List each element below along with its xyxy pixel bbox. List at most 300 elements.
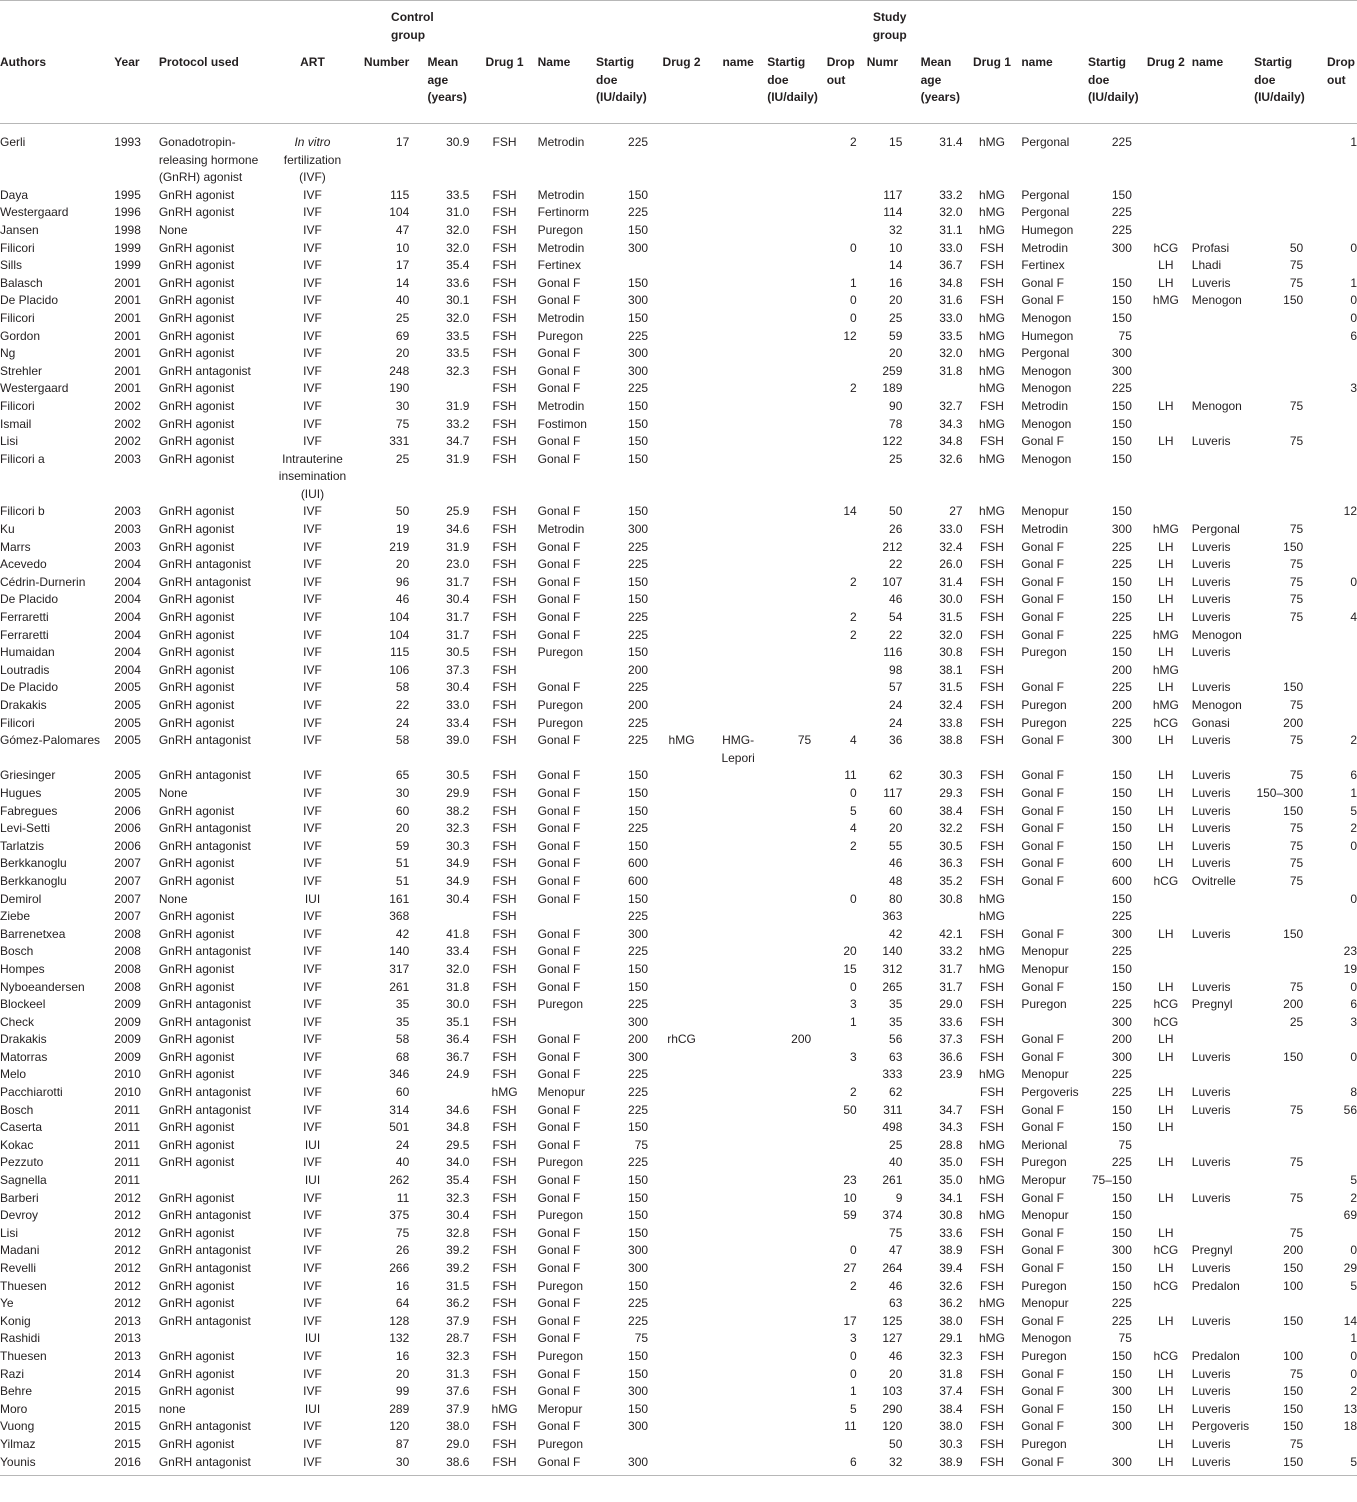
cell-study-dropout bbox=[1311, 1066, 1357, 1084]
cell-study-drug2: LH bbox=[1158, 645, 1174, 660]
cell-year: 2003 bbox=[114, 504, 141, 519]
cell-year: 2001 bbox=[114, 381, 141, 396]
table-row bbox=[0, 609, 1357, 627]
cell-study-drug1: FSH bbox=[979, 592, 1004, 607]
cell-control-name: Gonal F bbox=[537, 610, 581, 625]
cell-control-number: 51 bbox=[395, 856, 410, 871]
cell-control-drug1: FSH bbox=[492, 1243, 517, 1258]
cell-study-drug1: FSH bbox=[979, 1261, 1004, 1275]
cell-control-name2 bbox=[709, 591, 767, 609]
cell-study-name2: Pregnyl bbox=[1191, 997, 1233, 1012]
cell-control-drug1: FSH bbox=[492, 979, 517, 994]
cell-study-dropout: 2 bbox=[1350, 821, 1357, 836]
cell-study-name2: Menogon bbox=[1191, 698, 1242, 712]
cell-study-name2: Luveris bbox=[1191, 856, 1231, 871]
cell-art: IVF bbox=[303, 1067, 322, 1082]
column-header-study-number bbox=[863, 54, 909, 124]
cell-art: IVF bbox=[303, 205, 322, 220]
cell-study-name: Gonal F bbox=[1021, 1190, 1064, 1205]
cell-control-mean-age: 33.2 bbox=[446, 416, 470, 431]
cell-year: 1998 bbox=[114, 222, 141, 237]
cell-control-number: 96 bbox=[395, 574, 410, 589]
table-row bbox=[0, 996, 1357, 1014]
cell-control-drug1: FSH bbox=[492, 1436, 517, 1451]
cell-study-name2: Luveris bbox=[1191, 979, 1231, 994]
column-header-label: Authors bbox=[0, 55, 46, 69]
cell-control-drug1: FSH bbox=[492, 222, 517, 237]
cell-study-name2 bbox=[1192, 943, 1254, 961]
cell-control-mean-age: 36.7 bbox=[446, 1049, 470, 1064]
table-row bbox=[0, 979, 1357, 997]
cell-control-dropout bbox=[821, 926, 863, 944]
cell-control-start-dose: 300 bbox=[628, 1243, 649, 1258]
cell-year: 2011 bbox=[114, 1155, 141, 1170]
cell-study-dropout bbox=[1311, 715, 1357, 733]
cell-year: 2001 bbox=[114, 310, 141, 325]
cell-study-name2: Luveris bbox=[1191, 803, 1231, 818]
cell-protocol: GnRH antagonist bbox=[158, 768, 251, 783]
cell-control-mean-age: 31.9 bbox=[446, 539, 470, 554]
cell-study-start-dose2: 50 bbox=[1289, 240, 1304, 255]
cell-study-name2: Pergonal bbox=[1191, 522, 1240, 537]
cell-control-number: 161 bbox=[389, 891, 410, 906]
cell-control-name: Gonal F bbox=[537, 961, 581, 976]
cell-control-name: Gonal F bbox=[537, 873, 581, 888]
cell-year: 2014 bbox=[114, 1366, 141, 1381]
cell-control-drug2 bbox=[654, 1418, 709, 1436]
cell-control-start-dose: 150 bbox=[628, 1366, 649, 1381]
cell-control-drug2 bbox=[654, 222, 709, 240]
cell-study-drug1: FSH bbox=[979, 1401, 1004, 1416]
cell-control-name: Gonal F bbox=[537, 1120, 581, 1135]
cell-art: IVF bbox=[303, 574, 322, 589]
cell-study-start-dose2: 75 bbox=[1289, 838, 1304, 853]
cell-control-drug1: FSH bbox=[492, 363, 517, 378]
cell-control-name2 bbox=[709, 1348, 767, 1366]
cell-study-mean-age: 34.3 bbox=[939, 416, 963, 431]
cell-study-dropout bbox=[1311, 451, 1357, 504]
cell-study-start-dose2: 75 bbox=[1289, 698, 1304, 712]
cell-control-drug1: FSH bbox=[492, 891, 517, 906]
cell-control-mean-age: 34.9 bbox=[446, 856, 470, 871]
cell-control-dropout bbox=[821, 539, 863, 557]
cell-control-start-dose: 225 bbox=[628, 715, 649, 730]
cell-study-drug2: LH bbox=[1158, 768, 1174, 783]
table-row bbox=[0, 1260, 1357, 1278]
cell-control-name: Gonal F bbox=[537, 1049, 581, 1064]
cell-study-dropout bbox=[1311, 1137, 1357, 1155]
cell-control-start-dose: 225 bbox=[628, 135, 649, 149]
cell-art: IVF bbox=[303, 363, 322, 378]
cell-protocol: GnRH agonist bbox=[158, 1049, 235, 1064]
column-header-label: ART bbox=[300, 55, 325, 69]
cell-study-name: Gonal F bbox=[1021, 803, 1064, 818]
cell-study-dropout: 3 bbox=[1350, 1014, 1357, 1029]
cell-control-start-dose2 bbox=[767, 873, 821, 891]
cell-control-dropout: 15 bbox=[843, 961, 857, 976]
table-row bbox=[0, 1242, 1357, 1260]
cell-control-start-dose: 200 bbox=[628, 662, 649, 677]
cell-control-number: 501 bbox=[389, 1120, 410, 1135]
cell-control-dropout: 2 bbox=[850, 1278, 857, 1293]
cell-study-number: 312 bbox=[882, 961, 903, 976]
cell-control-mean-age: 33.4 bbox=[446, 944, 470, 959]
cell-study-number: 140 bbox=[882, 944, 903, 959]
cell-control-start-dose: 225 bbox=[628, 1102, 649, 1117]
cell-study-start-dose: 600 bbox=[1111, 856, 1132, 871]
cell-study-dropout bbox=[1311, 1119, 1357, 1137]
cell-study-name2: Predalon bbox=[1191, 1278, 1240, 1293]
cell-study-number: 63 bbox=[889, 1049, 903, 1064]
cell-study-mean-age: 31.5 bbox=[939, 610, 963, 625]
cell-study-start-dose: 150 bbox=[1111, 451, 1132, 466]
cell-control-drug2 bbox=[654, 1190, 709, 1208]
cell-control-drug1: FSH bbox=[492, 680, 517, 695]
cell-study-dropout: 5 bbox=[1350, 803, 1357, 818]
cell-study-start-dose2 bbox=[1254, 644, 1311, 662]
cell-control-mean-age: 33.5 bbox=[446, 187, 470, 202]
cell-study-number: 259 bbox=[882, 363, 903, 378]
cell-study-mean-age: 33.0 bbox=[939, 240, 963, 255]
cell-protocol bbox=[159, 1172, 270, 1190]
cell-authors: Revelli bbox=[0, 1261, 37, 1275]
cell-study-drug1: FSH bbox=[979, 1049, 1004, 1064]
cell-authors: Gordon bbox=[0, 328, 41, 343]
cell-study-mean-age: 31.8 bbox=[939, 363, 963, 378]
cell-control-dropout: 2 bbox=[850, 627, 857, 642]
cell-year: 2004 bbox=[114, 574, 141, 589]
table-row bbox=[0, 785, 1357, 803]
cell-control-start-dose2 bbox=[767, 433, 821, 451]
cell-protocol: GnRH agonist bbox=[158, 240, 235, 255]
cell-study-mean-age: 33.8 bbox=[939, 715, 963, 730]
cell-control-name2 bbox=[709, 345, 767, 363]
cell-control-dropout: 2 bbox=[850, 381, 857, 396]
cell-study-drug2 bbox=[1140, 416, 1192, 434]
cell-protocol bbox=[159, 1330, 270, 1348]
cell-protocol: GnRH antagonist bbox=[158, 1243, 251, 1258]
cell-study-mean-age: 32.6 bbox=[939, 1278, 963, 1293]
cell-control-name: Gonal F bbox=[537, 627, 581, 642]
cell-control-number: 104 bbox=[389, 205, 410, 220]
cell-control-drug1: FSH bbox=[492, 944, 517, 959]
cell-study-name: Gonal F bbox=[1021, 1102, 1064, 1117]
cell-control-mean-age: 32.0 bbox=[446, 961, 470, 976]
cell-control-start-dose2 bbox=[767, 556, 821, 574]
cell-study-mean-age: 35.0 bbox=[939, 1155, 963, 1170]
cell-control-start-dose2 bbox=[767, 627, 821, 645]
cell-control-drug1: FSH bbox=[492, 1313, 517, 1328]
cell-study-name: Gonal F bbox=[1021, 838, 1064, 853]
cell-study-name: Gonal F bbox=[1021, 434, 1064, 449]
table-row bbox=[0, 662, 1357, 680]
cell-control-dropout: 2 bbox=[850, 610, 857, 625]
column-header-study-drug2 bbox=[1140, 54, 1192, 124]
cell-control-start-dose: 150 bbox=[628, 785, 649, 800]
cell-study-start-dose2: 75 bbox=[1289, 768, 1304, 783]
cell-study-name2: Luveris bbox=[1191, 592, 1231, 607]
cell-control-mean-age: 31.8 bbox=[446, 979, 470, 994]
cell-study-start-dose: 300 bbox=[1111, 363, 1132, 378]
cell-study-name bbox=[1015, 908, 1088, 926]
column-header-control-start-dose2 bbox=[767, 54, 821, 124]
cell-study-dropout: 56 bbox=[1343, 1102, 1357, 1117]
cell-control-dropout bbox=[821, 1225, 863, 1243]
cell-study-name: Pergonal bbox=[1021, 135, 1070, 149]
cell-control-name2 bbox=[709, 398, 767, 416]
cell-control-start-dose2 bbox=[767, 1207, 821, 1225]
cell-control-name: Gonal F bbox=[537, 1296, 581, 1311]
cell-study-drug2: LH bbox=[1158, 398, 1174, 413]
cell-study-drug1: hMG bbox=[978, 328, 1005, 343]
table-row bbox=[0, 1137, 1357, 1155]
cell-art: IVF bbox=[303, 240, 322, 255]
cell-control-start-dose2 bbox=[767, 1436, 821, 1454]
table-row bbox=[0, 1207, 1357, 1225]
cell-control-start-dose2 bbox=[767, 1119, 821, 1137]
cell-year: 2011 bbox=[114, 1102, 141, 1117]
cell-study-start-dose: 225 bbox=[1111, 944, 1132, 959]
cell-study-dropout bbox=[1311, 345, 1357, 363]
cell-control-mean-age: 31.7 bbox=[446, 610, 470, 625]
cell-control-name: Metrodin bbox=[537, 187, 585, 202]
cell-study-name2: Luveris bbox=[1191, 1313, 1231, 1328]
cell-protocol: GnRH agonist bbox=[158, 434, 235, 449]
cell-study-name2: Luveris bbox=[1191, 680, 1231, 695]
cell-control-drug2: rhCG bbox=[667, 1032, 696, 1047]
cell-protocol: GnRH agonist bbox=[158, 1190, 235, 1205]
cell-control-name2 bbox=[709, 1084, 767, 1102]
cell-study-start-dose: 150 bbox=[1111, 1366, 1132, 1381]
cell-study-name: Pergonal bbox=[1021, 187, 1070, 202]
cell-year: 2012 bbox=[114, 1190, 141, 1205]
cell-control-mean-age: 38.6 bbox=[415, 1454, 475, 1476]
cell-protocol: GnRH antagonist bbox=[158, 574, 251, 589]
cell-study-name: Pergonal bbox=[1021, 205, 1070, 220]
cell-authors: Fabregues bbox=[0, 803, 58, 818]
cell-study-drug2: LH bbox=[1158, 1401, 1174, 1416]
cell-study-dropout bbox=[1311, 873, 1357, 891]
cell-study-drug2: LH bbox=[1158, 557, 1174, 572]
cell-control-start-dose: 600 bbox=[628, 856, 649, 871]
cell-protocol: GnRH agonist bbox=[158, 715, 235, 730]
cell-control-mean-age: 31.5 bbox=[446, 1278, 470, 1293]
cell-study-name2 bbox=[1192, 345, 1254, 363]
cell-control-name: Puregon bbox=[537, 1348, 583, 1363]
column-header-label: name bbox=[722, 55, 754, 69]
cell-study-start-dose: 150 bbox=[1111, 1401, 1132, 1416]
cell-control-drug2 bbox=[654, 416, 709, 434]
cell-control-mean-age: 23.0 bbox=[446, 557, 470, 572]
cell-study-start-dose2 bbox=[1254, 961, 1311, 979]
cell-art: IVF bbox=[303, 768, 322, 783]
cell-control-start-dose: 150 bbox=[628, 434, 649, 449]
cell-control-start-dose: 150 bbox=[628, 187, 649, 202]
cell-control-number: 266 bbox=[389, 1261, 410, 1275]
table-row bbox=[0, 257, 1357, 275]
cell-control-start-dose2 bbox=[767, 838, 821, 856]
column-header-study-mean-age bbox=[908, 54, 968, 124]
cell-control-start-dose2 bbox=[767, 662, 821, 680]
cell-study-name2 bbox=[1192, 503, 1254, 521]
cell-authors: Lisi bbox=[0, 434, 19, 449]
cell-control-drug1: FSH bbox=[492, 821, 517, 836]
cell-control-name: Metrodin bbox=[537, 135, 585, 149]
cell-control-name2 bbox=[709, 715, 767, 733]
cell-control-dropout bbox=[821, 433, 863, 451]
cell-study-drug2: LH bbox=[1158, 434, 1174, 449]
cell-protocol: GnRH agonist bbox=[158, 856, 235, 871]
cell-study-mean-age: 32.6 bbox=[939, 451, 963, 466]
cell-protocol: GnRH agonist bbox=[158, 416, 235, 431]
cell-control-start-dose2 bbox=[767, 1049, 821, 1067]
cell-study-number: 50 bbox=[889, 504, 903, 519]
cell-study-name2: Luveris bbox=[1191, 1436, 1231, 1451]
cell-authors: Yilmaz bbox=[0, 1436, 36, 1451]
cell-control-dropout: 20 bbox=[843, 944, 857, 959]
column-header-label: Numr bbox=[866, 55, 899, 69]
cell-study-dropout bbox=[1311, 591, 1357, 609]
cell-study-drug1: FSH bbox=[979, 1243, 1004, 1258]
cell-control-drug2 bbox=[654, 380, 709, 398]
cell-control-number: 51 bbox=[395, 873, 410, 888]
cell-control-drug2 bbox=[654, 556, 709, 574]
cell-control-mean-age: 34.0 bbox=[446, 1155, 470, 1170]
cell-study-dropout: 0 bbox=[1350, 574, 1357, 589]
cell-study-dropout: 5 bbox=[1350, 1173, 1357, 1188]
cell-control-dropout: 1 bbox=[850, 275, 857, 290]
cell-control-drug2 bbox=[654, 855, 709, 873]
cell-study-drug1: hMG bbox=[978, 504, 1005, 519]
cell-protocol: GnRH agonist bbox=[158, 293, 235, 308]
column-header-control-name bbox=[534, 54, 595, 124]
cell-control-name2: HMG-Lepori bbox=[721, 733, 755, 765]
cell-study-name2: Luveris bbox=[1192, 1454, 1254, 1476]
cell-control-number: 368 bbox=[389, 909, 410, 924]
cell-art: IVF bbox=[303, 1436, 322, 1451]
cell-control-start-dose2 bbox=[767, 187, 821, 205]
cell-study-drug2 bbox=[1140, 380, 1192, 398]
cell-control-drug2 bbox=[654, 908, 709, 926]
cell-protocol: None bbox=[158, 222, 188, 237]
cell-control-number: 25 bbox=[395, 310, 410, 325]
cell-study-name2: Luveris bbox=[1191, 1190, 1231, 1205]
cell-control-start-dose2 bbox=[767, 943, 821, 961]
cell-control-name: Metrodin bbox=[537, 240, 585, 255]
cell-control-drug2 bbox=[654, 1225, 709, 1243]
cell-control-mean-age: 33.6 bbox=[446, 275, 470, 290]
cell-study-dropout: 1 bbox=[1350, 275, 1357, 290]
cell-art: Intrauterine insemination (IUI) bbox=[278, 451, 347, 501]
cell-art: IVF bbox=[303, 1102, 322, 1117]
cell-study-start-dose2: 75 bbox=[1289, 856, 1304, 871]
cell-control-start-dose: 150 bbox=[628, 803, 649, 818]
column-header-label: Startig doe (IU/daily) bbox=[1254, 55, 1305, 105]
cell-control-drug1: FSH bbox=[492, 1366, 517, 1381]
cell-study-name: Gonal F bbox=[1021, 856, 1064, 871]
cell-control-drug2 bbox=[654, 1330, 709, 1348]
cell-study-start-dose2 bbox=[1254, 908, 1311, 926]
cell-control-name2 bbox=[709, 1383, 767, 1401]
cell-control-dropout bbox=[821, 715, 863, 733]
cell-control-start-dose: 300 bbox=[628, 1261, 649, 1275]
cell-study-name: Menopur bbox=[1021, 1208, 1069, 1223]
cell-art: IUI bbox=[304, 1137, 321, 1152]
table-row bbox=[0, 380, 1357, 398]
cell-control-name2 bbox=[709, 873, 767, 891]
cell-control-dropout: 23 bbox=[843, 1173, 857, 1188]
cell-authors: Ismail bbox=[0, 416, 32, 431]
cell-authors: Daya bbox=[0, 187, 29, 202]
cell-study-mean-age: 32.0 bbox=[939, 346, 963, 361]
cell-control-mean-age: 29.9 bbox=[446, 785, 470, 800]
cell-authors: Caserta bbox=[0, 1120, 43, 1135]
cell-control-dropout: 10 bbox=[843, 1190, 857, 1205]
cell-study-start-dose2 bbox=[1254, 363, 1311, 381]
cell-control-number: 69 bbox=[395, 328, 410, 343]
cell-control-name2 bbox=[709, 433, 767, 451]
cell-control-mean-age: 31.7 bbox=[446, 574, 470, 589]
cell-art: IVF bbox=[303, 557, 322, 572]
cell-control-dropout: 17 bbox=[843, 1313, 857, 1328]
cell-study-name bbox=[1015, 1014, 1088, 1032]
cell-study-dropout bbox=[1311, 433, 1357, 451]
cell-control-drug2 bbox=[654, 1295, 709, 1313]
cell-authors: Westergaard bbox=[0, 205, 69, 220]
cell-study-mean-age: 33.0 bbox=[939, 522, 963, 537]
cell-authors: De Placido bbox=[0, 592, 59, 607]
cell-control-mean-age: 33.4 bbox=[446, 715, 470, 730]
cell-study-mean-age: 34.1 bbox=[939, 1190, 963, 1205]
cell-authors: Check bbox=[0, 1014, 35, 1029]
cell-year: 1999 bbox=[114, 240, 141, 255]
cell-study-number: 117 bbox=[883, 785, 903, 800]
cell-control-start-dose: 150 bbox=[628, 222, 649, 237]
cell-control-start-dose2 bbox=[767, 820, 821, 838]
cell-control-drug1: FSH bbox=[492, 909, 517, 924]
table-row bbox=[0, 1366, 1357, 1384]
table-row bbox=[0, 1014, 1357, 1032]
cell-year: 1996 bbox=[114, 205, 141, 220]
cell-study-drug1: hMG bbox=[978, 187, 1005, 202]
cell-study-drug2: LH bbox=[1158, 926, 1174, 941]
cell-authors: Marrs bbox=[0, 539, 31, 554]
cell-control-name2 bbox=[709, 503, 767, 521]
cell-study-name2 bbox=[1192, 908, 1254, 926]
column-header-year bbox=[114, 54, 159, 124]
cell-control-drug2 bbox=[654, 926, 709, 944]
cell-control-mean-age: 32.0 bbox=[446, 222, 470, 237]
cell-study-dropout: 0 bbox=[1350, 1243, 1357, 1258]
cell-study-drug1: FSH bbox=[979, 838, 1004, 853]
cell-authors: Blockeel bbox=[0, 997, 46, 1012]
cell-art: IVF bbox=[303, 434, 322, 449]
cell-study-start-dose2 bbox=[1254, 1084, 1311, 1102]
cell-year: 1995 bbox=[114, 187, 141, 202]
cell-control-mean-age: 31.0 bbox=[446, 205, 470, 220]
cell-control-drug1: FSH bbox=[492, 1049, 517, 1064]
cell-study-drug2: LH bbox=[1158, 1366, 1174, 1381]
cell-study-name: Gonal F bbox=[1021, 293, 1064, 308]
cell-year: 2007 bbox=[114, 856, 141, 871]
cell-control-drug2 bbox=[654, 275, 709, 293]
cell-study-name: Menogon bbox=[1021, 416, 1072, 431]
cell-art: IVF bbox=[303, 1384, 322, 1399]
cell-study-mean-age: 33.6 bbox=[939, 1014, 963, 1029]
cell-study-number: 333 bbox=[882, 1067, 903, 1082]
cell-study-mean-age: 27 bbox=[949, 504, 963, 519]
cell-art: IVF bbox=[303, 310, 322, 325]
